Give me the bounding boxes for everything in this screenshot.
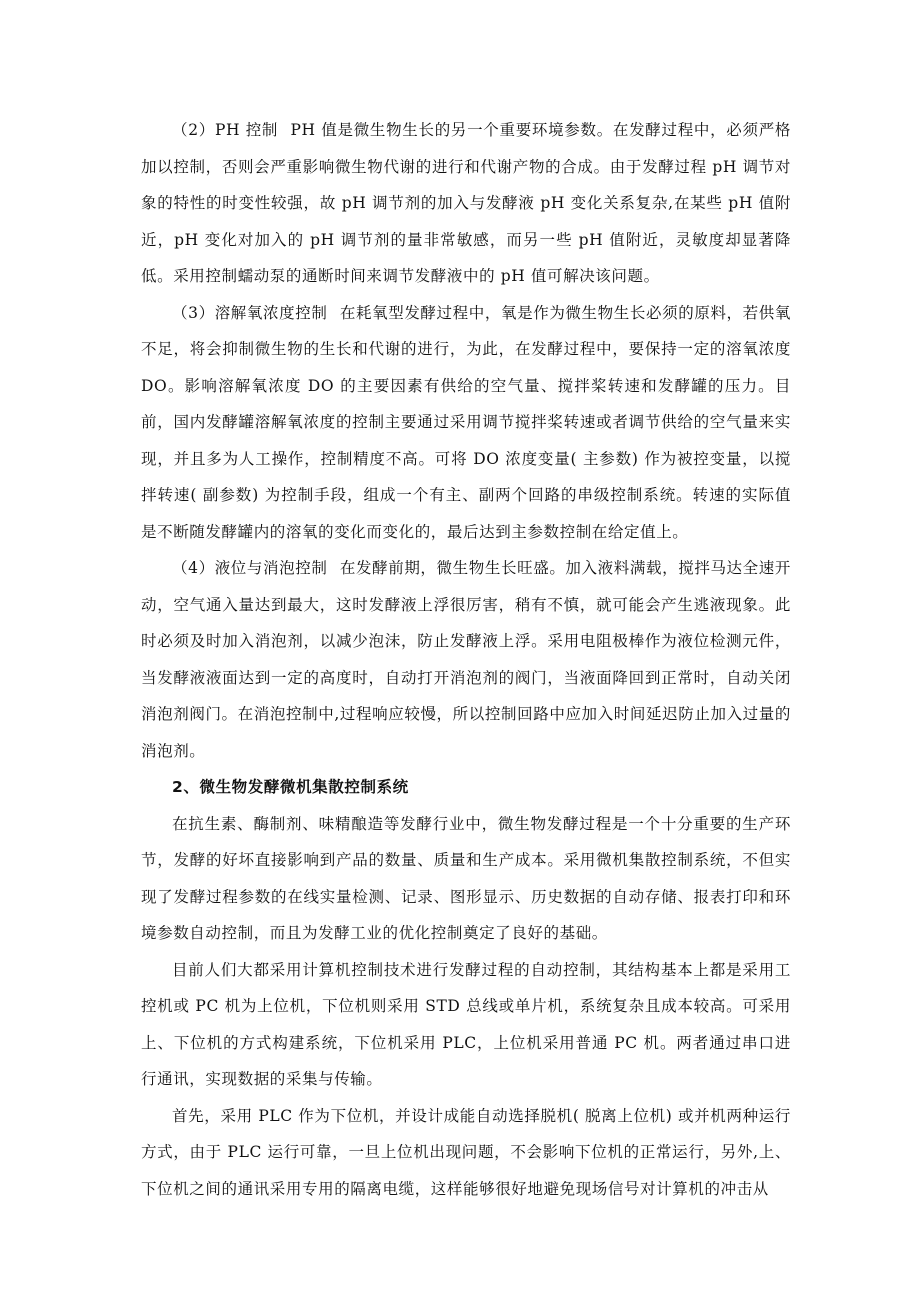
document-body [141, 112, 791, 1207]
paragraph-dissolved-oxygen-control [141, 295, 791, 551]
paragraph-text: PH 值是微生物生长的另一个重要环境参数。在发酵过程中，必须严格加以控制，否则会严重影响微生物代谢的进行和代谢产物的合成。由于发酵过程 pH 调节对象的特性的时变性较强，故 pH 调节剂的加入与发酵液 pH 变化关系复杂,在某些 pH 值附近，pH 变化对加入的 pH 调节剂的量非常敏感，而另一些 pH 值附近，灵敏度却显著降低。采用控制蠕动泵的通断时间来调节发酵液中的 pH 值可解决该问题。 [141, 121, 791, 285]
paragraph-level-defoam-control [141, 550, 791, 769]
paragraph-label: （2）PH 控制 [172, 121, 279, 139]
body-paragraph-1: 在抗生素、酶制剂、味精酿造等发酵行业中，微生物发酵过程是一个十分重要的生产环节，发酵的好坏直接影响到产品的数量、质量和生产成本。采用微机集散控制系统，不但实现了发酵过程参数的在线实量检测、记录、图形显示、历史数据的自动存储、报表打印和环境参数自动控制，而且为发酵工业的优化控制奠定了良好的基础。 [141, 814, 791, 942]
paragraph-text: 在发酵前期，微生物生长旺盛。加入液料满载，搅拌马达全速开动，空气通入量达到最大，这时发酵液上浮很厉害，稍有不慎，就可能会产生逃液现象。此时必须及时加入消泡剂，以减少泡沫，防止发酵液上浮。采用电阻极棒作为液位检测元件，当发酵液液面达到一定的高度时，自动打开消泡剂的阀门，当液面降回到正常时，自动关闭消泡剂阀门。在消泡控制中,过程响应较慢，所以控制回路中应加入时间延迟防止加入过量的消泡剂。 [141, 559, 791, 760]
body-paragraph-2: 目前人们大都采用计算机控制技术进行发酵过程的自动控制，其结构基本上都是采用工控机或 PC 机为上位机，下位机则采用 STD 总线或单片机，系统复杂且成本较高。可采用上、下位机的方式构建系统，下位机采用 PLC，上位机采用普通 PC 机。两者通过串口进行通讯，实现数据的采集与传输。 [141, 960, 791, 1088]
body-paragraph-3: 首先，采用 PLC 作为下位机，并设计成能自动选择脱机( 脱离上位机) 或并机两种运行方式，由于 PLC 运行可靠，一旦上位机出现问题，不会影响下位机的正常运行，另外,上、下位机之间的通讯采用专用的隔离电缆，这样能够很好地避免现场信号对计算机的冲击从 [141, 1106, 791, 1198]
paragraph-label: （3）溶解氧浓度控制 [172, 303, 328, 322]
section-heading: 2、微生物发酵微机集散控制系统 [172, 778, 409, 796]
paragraph-label: （4）液位与消泡控制 [172, 559, 328, 577]
paragraph-text: 在耗氧型发酵过程中，氧是作为微生物生长必须的原料，若供氧不足，将会抑制微生物的生长和代谢的进行，为此，在发酵过程中，要保持一定的溶氧浓度 DO。影响溶解氧浓度 DO 的主要因素有供给的空气量、搅拌桨转速和发酵罐的压力。目前，国内发酵罐溶解氧浓度的控制主要通过采用调节搅拌桨转速或者调节供给的空气量来实现，并且多为人工操作，控制精度不高。可将 DO 浓度变量( 主参数) 作为被控变量，以搅拌转速( 副参数) 为控制手段，组成一个有主、副两个回路的串级控制系统。转速的实际值是不断随发酵罐内的溶氧的变化而变化的，最后达到主参数控制在给定值上。 [141, 303, 791, 541]
paragraph-ph-control [141, 112, 791, 295]
